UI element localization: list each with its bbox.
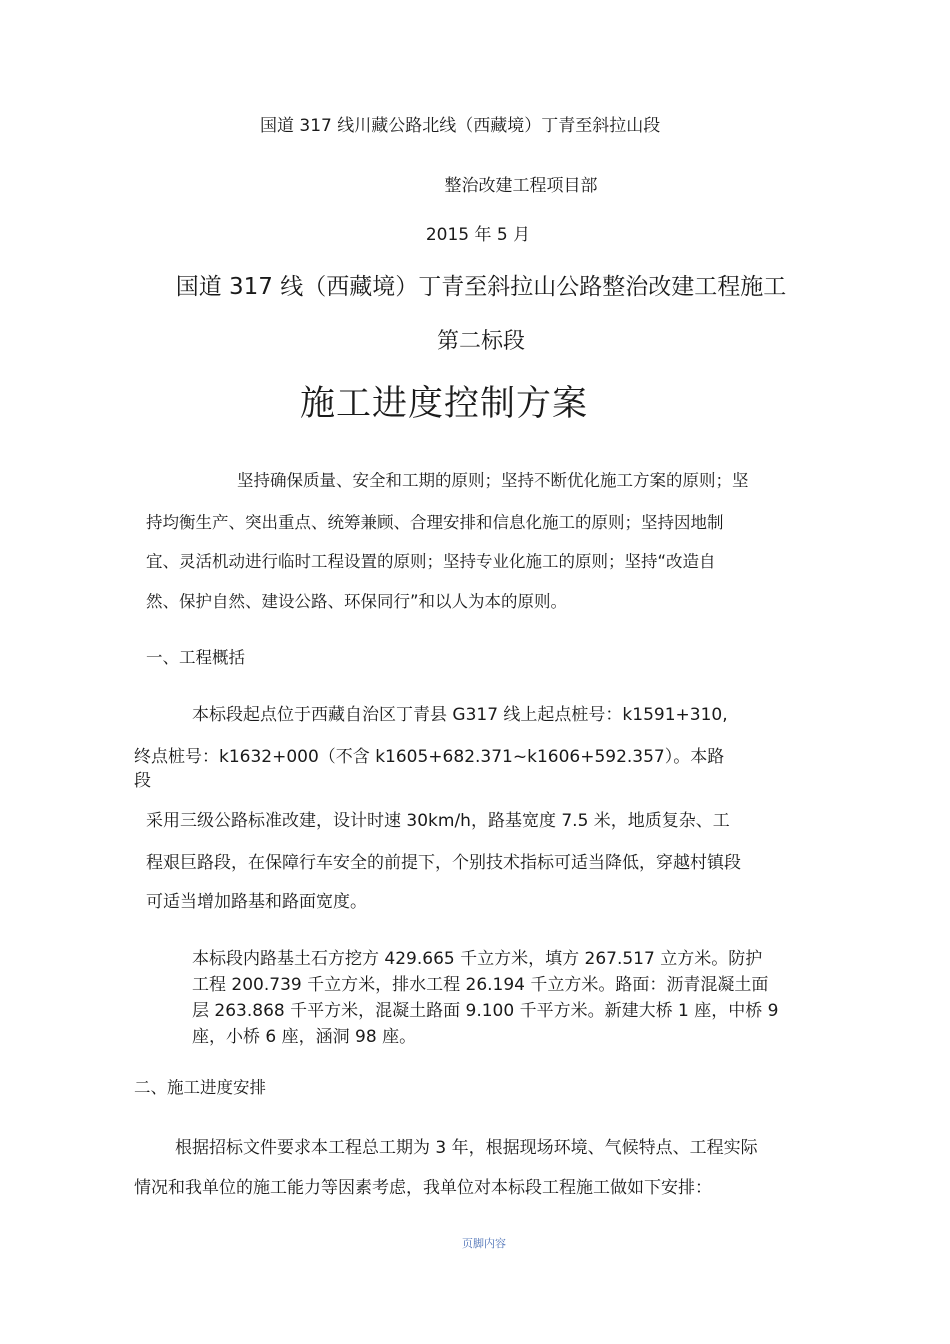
section-heading-schedule: 二、施工进度安排 xyxy=(134,1078,266,1097)
paragraph-line: 宜、灵活机动进行临时工程设置的原则；坚持专业化施工的原则；坚持“改造自 xyxy=(146,552,716,571)
header-date: 2015 年 5 月 xyxy=(425,225,531,245)
header-line-1: 国道 317 线川藏公路北线（西藏境）丁青至斜拉山段 xyxy=(260,116,661,136)
header-line-2: 整治改建工程项目部 xyxy=(444,176,598,196)
document-title: 国道 317 线（西藏境）丁青至斜拉山公路整治改建工程施工 xyxy=(175,274,787,300)
paragraph-line: 程艰巨路段，在保障行车安全的前提下，个别技术指标可适当降低，穿越村镇段 xyxy=(146,853,741,873)
paragraph-line: 采用三级公路标准改建，设计时速 30km/h，路基宽度 7.5 米，地质复杂、工 xyxy=(146,811,730,831)
plan-title: 施工进度控制方案 xyxy=(300,384,589,424)
paragraph-line: 工程 200.739 千立方米，排水工程 26.194 千立方米。路面：沥青混凝土面 xyxy=(192,975,769,995)
paragraph-line: 根据招标文件要求本工程总工期为 3 年，根据现场环境、气候特点、工程实际 xyxy=(175,1138,758,1158)
paragraph-line: 座，小桥 6 座，涵洞 98 座。 xyxy=(192,1027,417,1047)
page-footer: 页脚内容 xyxy=(462,1237,506,1250)
paragraph-line: 终点桩号：k1632+000（不含 k1605+682.371~k1606+592.357）。本路 xyxy=(134,747,725,767)
paragraph-line: 坚持确保质量、安全和工期的原则；坚持不断优化施工方案的原则；坚 xyxy=(237,471,749,490)
paragraph-line: 持均衡生产、突出重点、统筹兼顾、合理安排和信息化施工的原则；坚持因地制 xyxy=(146,513,724,532)
paragraph-line: 本标段内路基土石方挖方 429.665 千立方米，填方 267.517 立方米。防护 xyxy=(192,949,763,969)
section-heading-overview: 一、工程概括 xyxy=(146,648,245,667)
paragraph-line: 本标段起点位于西藏自治区丁青县 G317 线上起点桩号：k1591+310, xyxy=(192,705,728,725)
paragraph-line: 然、保护自然、建设公路、环保同行”和以人为本的原则。 xyxy=(146,592,568,611)
paragraph-line: 层 263.868 千平方米，混凝土路面 9.100 千平方米。新建大桥 1 座，中桥 9 xyxy=(192,1001,779,1021)
paragraph-line: 段 xyxy=(134,771,151,791)
paragraph-line: 情况和我单位的施工能力等因素考虑，我单位对本标段工程施工做如下安排： xyxy=(134,1178,712,1198)
document-subtitle: 第二标段 xyxy=(436,329,525,354)
paragraph-line: 可适当增加路基和路面宽度。 xyxy=(146,892,367,912)
